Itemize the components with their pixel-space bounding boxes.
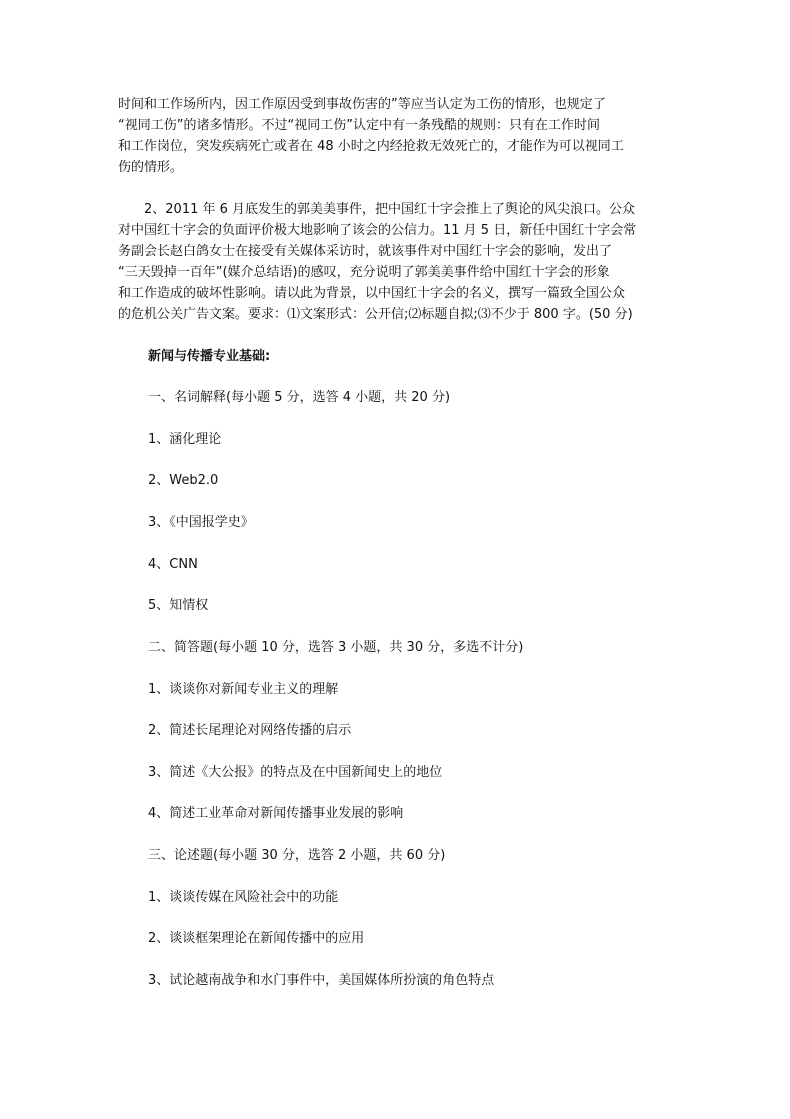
part2-item: 2、简述长尾理论对网络传播的启示 xyxy=(148,723,352,738)
part2-item: 4、简述工业革命对新闻传播事业发展的影响 xyxy=(148,806,404,821)
part1-item: 2、Web2.0 xyxy=(148,473,219,488)
part1-item: 3、《中国报学史》 xyxy=(148,515,254,530)
text-line: 的危机公关广告文案。要求：⑴文案形式：公开信;⑵标题自拟;⑶不少于 800 字。(50 分) xyxy=(118,307,633,322)
part1-heading: 一、名词解释(每小题 5 分，选答 4 小题，共 20 分) xyxy=(148,390,451,405)
paragraph-work-injury xyxy=(118,94,674,178)
part2-heading: 二、简答题(每小题 10 分，选答 3 小题，共 30 分，多选不计分) xyxy=(148,640,524,655)
text-line: “视同工伤”的诸多情形。不过“视同工伤”认定中有一条残酷的规则：只有在工作时间 xyxy=(118,118,600,133)
text-line: 时间和工作场所内，因工作原因受到事故伤害的”等应当认定为工伤的情形，也规定了 xyxy=(118,97,606,112)
part3-item: 3、试论越南战争和水门事件中，美国媒体所扮演的角色特点 xyxy=(148,973,495,988)
part3-item: 2、谈谈框架理论在新闻传播中的应用 xyxy=(148,931,365,946)
text-line: 和工作岗位，突发疾病死亡或者在 48 小时之内经抢救无效死亡的，才能作为可以视同工 xyxy=(118,139,624,154)
part3-item: 1、谈谈传媒在风险社会中的功能 xyxy=(148,890,339,905)
section-title: 新闻与传播专业基础: xyxy=(148,349,271,364)
text-line: 2、2011 年 6 月底发生的郭美美事件，把中国红十字会推上了舆论的风尖浪口。公众 xyxy=(118,202,636,217)
part2-item: 3、简述《大公报》的特点及在中国新闻史上的地位 xyxy=(148,765,443,780)
text-line: 和工作造成的破坏性影响。请以此为背景，以中国红十字会的名义，撰写一篇致全国公众 xyxy=(118,286,626,301)
part1-item: 1、涵化理论 xyxy=(148,432,222,447)
part1-item: 4、CNN xyxy=(148,557,198,572)
text-line: “三天毁掉一百年”(媒介总结语)的感叹，充分说明了郭美美事件给中国红十字会的形象 xyxy=(118,265,610,280)
text-line: 务副会长赵白鸽女士在接受有关媒体采访时，就该事件对中国红十字会的影响，发出了 xyxy=(118,244,613,259)
part2-item: 1、谈谈你对新闻专业主义的理解 xyxy=(148,682,339,697)
part1-item: 5、知情权 xyxy=(148,598,209,613)
part3-heading: 三、论述题(每小题 30 分，选答 2 小题，共 60 分) xyxy=(148,848,446,863)
text-line: 伤的情形。 xyxy=(118,160,184,175)
text-line: 对中国红十字会的负面评价极大地影响了该会的公信力。11 月 5 日，新任中国红十字会常 xyxy=(118,223,637,238)
paragraph-question-2 xyxy=(118,199,674,325)
